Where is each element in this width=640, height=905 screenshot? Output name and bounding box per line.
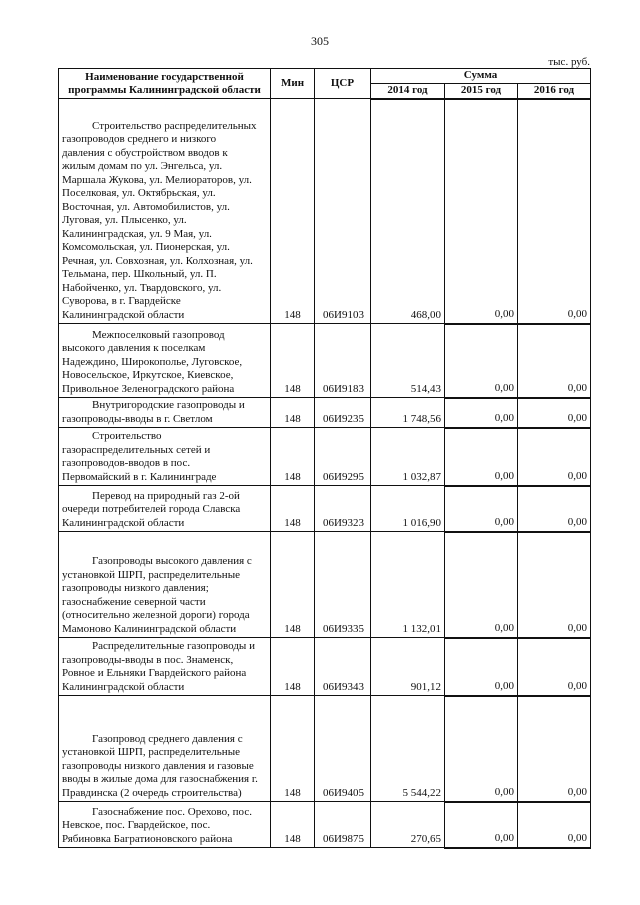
csr-code: 06И9343 bbox=[315, 638, 371, 696]
program-name-line: Калининградской области bbox=[62, 680, 185, 693]
program-name-line: Строительство bbox=[92, 430, 162, 442]
program-name-line: Правдинска (2 очередь строительства) bbox=[62, 786, 242, 799]
sum-2015: 0,00 bbox=[445, 398, 518, 428]
header-sum: Сумма bbox=[371, 69, 591, 84]
program-name-line: газопроводы-вводы в пос. Знаменск, bbox=[62, 653, 234, 666]
program-name bbox=[59, 324, 271, 398]
sum-2015: 0,00 bbox=[445, 99, 518, 324]
program-name-line: Поселковая, ул. Октябрьская, ул. bbox=[62, 187, 216, 199]
program-name-line: газопроводы низкого давления; bbox=[62, 582, 209, 594]
program-name-line: Надеждино, Широкополье, Луговское, bbox=[62, 355, 243, 368]
sum-2014: 468,00 bbox=[371, 99, 445, 324]
program-name-line: Межпоселковый газопровод bbox=[92, 328, 225, 341]
sum-2016: 0,00 bbox=[518, 99, 591, 324]
program-name-line: Газоснабжение пос. Орехово, пос. bbox=[92, 805, 252, 818]
page-number: 305 bbox=[311, 34, 329, 48]
ministry-code: 148 bbox=[271, 99, 315, 324]
table-row bbox=[59, 486, 591, 532]
ministry-code: 148 bbox=[271, 696, 315, 802]
table-row bbox=[59, 638, 591, 696]
sum-2015: 0,00 bbox=[445, 802, 518, 848]
ministry-code: 148 bbox=[271, 398, 315, 428]
program-name-line: очереди потребителей города Славска bbox=[62, 503, 241, 515]
sum-2014: 1 016,90 bbox=[371, 486, 445, 532]
program-name-line: Калининградская, ул. 9 Мая, ул. bbox=[62, 227, 212, 240]
table-row bbox=[59, 324, 591, 398]
program-name-line: Тельмана, пер. Школьный, ул. П. bbox=[62, 268, 217, 280]
program-name bbox=[59, 486, 271, 532]
program-name-line: Новосельское, Иркутское, Киевское, bbox=[62, 369, 234, 381]
header-name: Наименование государственной программы Калининградской области bbox=[59, 69, 271, 99]
program-name-line: Привольное Зеленоградского района bbox=[62, 382, 235, 395]
table-row bbox=[59, 802, 591, 848]
program-name-line: Строительство распределительных bbox=[92, 119, 257, 132]
sum-2014: 1 748,56 bbox=[371, 398, 445, 428]
sum-2014: 5 544,22 bbox=[371, 696, 445, 802]
program-name-line: Первомайский в г. Калининграде bbox=[62, 470, 217, 483]
program-name-line: Восточная, ул. Автомобилистов, ул. bbox=[62, 200, 230, 213]
program-name-line: газопроводы-вводы в г. Светлом bbox=[62, 412, 213, 425]
units-label: тыс. руб. bbox=[548, 56, 590, 68]
sum-2015: 0,00 bbox=[445, 428, 518, 486]
table-row bbox=[59, 428, 591, 486]
program-name-line: Газопроводы высокого давления с bbox=[92, 555, 252, 567]
table-row bbox=[59, 99, 591, 324]
program-name bbox=[59, 638, 271, 696]
program-name bbox=[59, 532, 271, 638]
program-name-line: газопроводы низкого давления и газовые bbox=[62, 759, 254, 772]
program-name-line: Комсомольская, ул. Пионерская, ул. bbox=[62, 241, 230, 253]
program-name bbox=[59, 802, 271, 848]
program-name-line: газоснабжение северной части bbox=[62, 595, 206, 608]
program-name-line: Речная, ул. Совхозная, ул. Колхозная, ул. bbox=[62, 254, 253, 267]
program-name bbox=[59, 428, 271, 486]
program-name-line: газопроводов-вводов в пос. bbox=[62, 457, 191, 469]
sum-2014: 514,43 bbox=[371, 324, 445, 398]
ministry-code: 148 bbox=[271, 638, 315, 696]
header-min: Мин bbox=[271, 69, 315, 99]
program-name-line: Газопровод среднего давления с bbox=[92, 732, 243, 745]
header-year-2015: 2015 год bbox=[445, 84, 518, 99]
csr-code: 06И9295 bbox=[315, 428, 371, 486]
sum-2016: 0,00 bbox=[518, 696, 591, 802]
sum-2014: 1 032,87 bbox=[371, 428, 445, 486]
sum-2015: 0,00 bbox=[445, 638, 518, 696]
program-name-line: Маршала Жукова, ул. Мелиораторов, ул. bbox=[62, 173, 252, 186]
program-name-line: установкой ШРП, распределительные bbox=[62, 568, 240, 581]
program-name bbox=[59, 398, 271, 428]
program-name-line: Мамоново Калининградской области bbox=[62, 622, 237, 635]
csr-code: 06И9875 bbox=[315, 802, 371, 848]
sum-2016: 0,00 bbox=[518, 638, 591, 696]
sum-2016: 0,00 bbox=[518, 324, 591, 398]
ministry-code: 148 bbox=[271, 486, 315, 532]
sum-2014: 1 132,01 bbox=[371, 532, 445, 638]
program-name-line: Внутригородские газопроводы и bbox=[92, 399, 245, 411]
program-name-line: Калининградской области bbox=[62, 516, 185, 529]
program-name-line: Ровное и Ельняки Гвардейского района bbox=[62, 667, 247, 679]
table-row bbox=[59, 398, 591, 428]
csr-code: 06И9235 bbox=[315, 398, 371, 428]
sum-2016: 0,00 bbox=[518, 486, 591, 532]
program-name-line: вводы в жилые дома для газоснабжения г. bbox=[62, 773, 258, 785]
program-name-line: высокого давления к поселкам bbox=[62, 342, 206, 354]
program-name-line: давления с обустройством вводов к bbox=[62, 146, 228, 159]
ministry-code: 148 bbox=[271, 532, 315, 638]
sum-2016: 0,00 bbox=[518, 532, 591, 638]
ministry-code: 148 bbox=[271, 802, 315, 848]
csr-code: 06И9335 bbox=[315, 532, 371, 638]
sum-2015: 0,00 bbox=[445, 696, 518, 802]
sum-2015: 0,00 bbox=[445, 532, 518, 638]
program-name-line: Набойченко, ул. Твардовского, ул. bbox=[62, 281, 222, 294]
sum-2015: 0,00 bbox=[445, 324, 518, 398]
csr-code: 06И9323 bbox=[315, 486, 371, 532]
sum-2014: 270,65 bbox=[371, 802, 445, 848]
sum-2014: 901,12 bbox=[371, 638, 445, 696]
program-name-line: жилым домам по ул. Энгельса, ул. bbox=[62, 160, 223, 172]
program-name-line: Перевод на природный газ 2-ой bbox=[92, 489, 240, 502]
sum-2016: 0,00 bbox=[518, 428, 591, 486]
header-csr: ЦСР bbox=[315, 69, 371, 99]
program-name-line: газопроводов среднего и низкого bbox=[62, 133, 217, 145]
program-name-line: Распределительные газопроводы и bbox=[92, 640, 255, 652]
program-name bbox=[59, 99, 271, 324]
sum-2016: 0,00 bbox=[518, 802, 591, 848]
sum-2015: 0,00 bbox=[445, 486, 518, 532]
sum-2016: 0,00 bbox=[518, 398, 591, 428]
budget-table bbox=[58, 68, 591, 849]
csr-code: 06И9405 bbox=[315, 696, 371, 802]
program-name-line: (относительно железной дороги) города bbox=[62, 609, 250, 621]
program-name-line: Невское, пос. Гвардейское, пос. bbox=[62, 819, 211, 831]
table-row bbox=[59, 696, 591, 802]
program-name-line: газораспределительных сетей и bbox=[62, 443, 211, 456]
ministry-code: 148 bbox=[271, 324, 315, 398]
header-year-2014: 2014 год bbox=[371, 84, 445, 99]
program-name-line: Суворова, в г. Гвардейске bbox=[62, 295, 181, 307]
program-name-line: Луговая, ул. Плысенко, ул. bbox=[62, 214, 187, 226]
csr-code: 06И9183 bbox=[315, 324, 371, 398]
header-year-2016: 2016 год bbox=[518, 84, 591, 99]
ministry-code: 148 bbox=[271, 428, 315, 486]
program-name-line: Рябиновка Багратионовского района bbox=[62, 832, 233, 845]
program-name-line: установкой ШРП, распределительные bbox=[62, 746, 240, 758]
program-name-line: Калининградской области bbox=[62, 308, 185, 321]
program-name bbox=[59, 696, 271, 802]
table-row bbox=[59, 532, 591, 638]
csr-code: 06И9103 bbox=[315, 99, 371, 324]
